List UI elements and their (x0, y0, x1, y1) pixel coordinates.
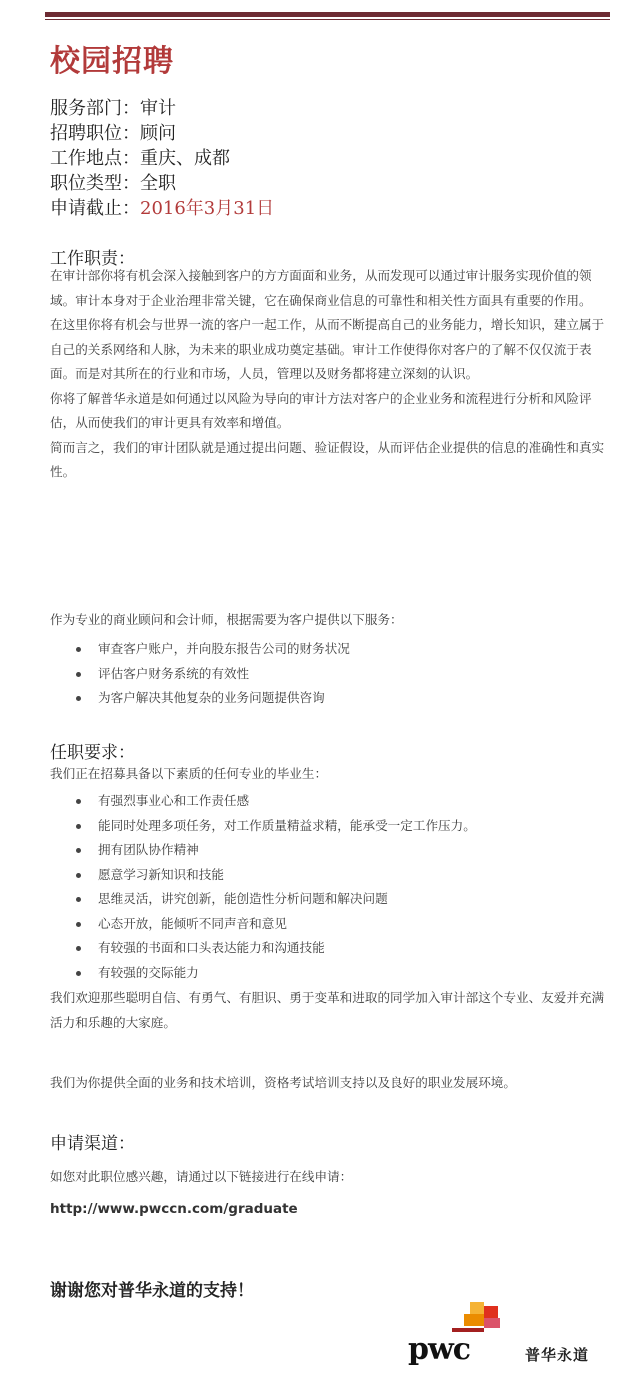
bullet-icon (76, 848, 81, 853)
welcome-text: 我们欢迎那些聪明自信、有勇气、有胆识、勇于变革和进取的同学加入审计部这个专业、友爱并充满活力和乐趣的大家庭。 (50, 990, 605, 1030)
apply-heading: 申请渠道： (50, 1134, 135, 1154)
list-item: 有较强的书面和口头表达能力和沟通技能 (50, 936, 610, 961)
job-info (50, 96, 274, 221)
bullet-icon (76, 799, 81, 804)
list-item: 拥有团队协作精神 (50, 838, 610, 863)
info-label: 招聘职位： (50, 123, 140, 144)
bullet-icon (76, 971, 81, 976)
info-row-position (50, 121, 274, 146)
info-row-type (50, 171, 274, 196)
logo-chinese: 普华永道 (525, 1346, 590, 1364)
bullet-icon (76, 897, 81, 902)
list-item: 为客户解决其他复杂的业务问题提供咨询 (50, 686, 610, 711)
info-row-location (50, 146, 274, 171)
bullet-icon (76, 824, 81, 829)
requirements-heading: 任职要求： (50, 743, 135, 763)
duties-paragraph: 在审计部你将有机会深入接触到客户的方方面面和业务，从而发现可以通过审计服务实现价值的领域。审计本身对于企业治理非常关键，它在确保商业信息的可靠性和相关性方面具有重要的作用。 (50, 268, 592, 308)
thanks-text: 谢谢您对普华永道的支持！ (50, 1281, 254, 1301)
bullet-icon (76, 672, 81, 677)
requirements-intro: 我们正在招募具备以下素质的任何专业的毕业生： (50, 766, 328, 781)
bullet-icon (76, 647, 81, 652)
header-divider (45, 12, 610, 17)
duties-paragraph: 在这里你将有机会与世界一流的客户一起工作，从而不断提高自己的业务能力，增长知识，建立属于自己的关系网络和人脉，为未来的职业成功奠定基础。审计工作使得你对客户的了解不仅仅流于表面。而是对其所在的行业和市场，人员，管理以及财务都将建立深刻的认识。 (50, 317, 605, 381)
list-item: 心态开放，能倾听不同声音和意见 (50, 912, 610, 937)
deadline-value: 2016年3月31日 (140, 198, 275, 219)
duties-heading: 工作职责： (50, 249, 135, 269)
info-value: 全职 (140, 173, 176, 194)
duties-paragraph: 你将了解普华永道是如何通过以风险为导向的审计方法对客户的企业业务和流程进行分析和风险评估，从而使我们的审计更具有效率和增值。 (50, 390, 592, 430)
duties-paragraph: 简而言之，我们的审计团队就是通过提出问题、验证假设，从而评估企业提供的信息的准确性和真实性。 (50, 439, 605, 479)
info-row-deadline (50, 196, 274, 221)
list-item: 评估客户财务系统的有效性 (50, 662, 610, 687)
bullet-icon (76, 696, 81, 701)
info-label: 职位类型： (50, 173, 140, 194)
list-item: 有较强的交际能力 (50, 961, 610, 986)
list-item: 审查客户账户，并向股东报告公司的财务状况 (50, 637, 610, 662)
requirements-list (50, 789, 610, 985)
info-value: 审计 (140, 98, 176, 119)
list-item: 能同时处理多项任务，对工作质量精益求精，能承受一定工作压力。 (50, 814, 610, 839)
services-intro: 作为专业的商业顾问和会计师，根据需要为客户提供以下服务： (50, 612, 403, 627)
info-label: 服务部门： (50, 98, 140, 119)
apply-link[interactable]: http://www.pwccn.com/graduate (50, 1201, 298, 1217)
list-item: 思维灵活，讲究创新，能创造性分析问题和解决问题 (50, 887, 610, 912)
bullet-icon (76, 946, 81, 951)
services-list (50, 637, 610, 711)
info-value: 重庆、成都 (140, 148, 230, 169)
apply-text: 如您对此职位感兴趣，请通过以下链接进行在线申请： (50, 1169, 353, 1184)
info-label: 申请截止： (50, 198, 140, 219)
info-label: 工作地点： (50, 148, 140, 169)
header-divider-thin (45, 19, 610, 20)
list-item: 有强烈事业心和工作责任感 (50, 789, 610, 814)
logo-brand: pwc (408, 1332, 471, 1367)
duties-text (50, 264, 610, 485)
page-title: 校园招聘 (50, 44, 174, 79)
info-value: 顾问 (140, 123, 176, 144)
bullet-icon (76, 873, 81, 878)
bullet-icon (76, 922, 81, 927)
list-item: 愿意学习新知识和技能 (50, 863, 610, 888)
offer-text: 我们为你提供全面的业务和技术培训，资格考试培训支持以及良好的职业发展环境。 (50, 1075, 516, 1090)
info-row-department (50, 96, 274, 121)
